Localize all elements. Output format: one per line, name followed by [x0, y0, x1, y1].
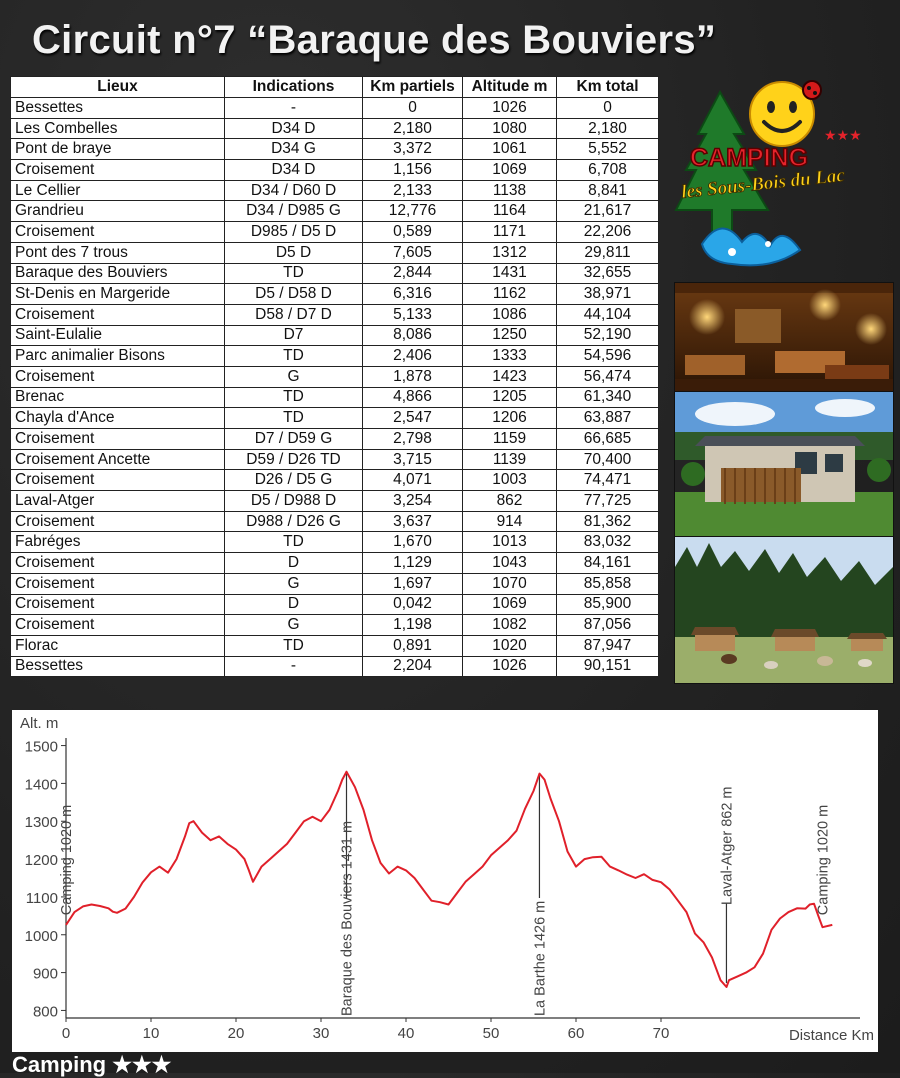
- cell-indications: D5 / D988 D: [225, 491, 363, 512]
- cell-altitude: 1250: [463, 325, 557, 346]
- page-title: Circuit n°7 “Baraque des Bouviers”: [32, 18, 717, 62]
- cell-indications: TD: [225, 387, 363, 408]
- cell-altitude: 1026: [463, 656, 557, 677]
- cell-indications: D59 / D26 TD: [225, 449, 363, 470]
- cell-km-total: 83,032: [557, 532, 659, 553]
- table-row: [11, 470, 659, 491]
- route-table: [10, 76, 659, 677]
- elevation-chart-svg: [12, 710, 878, 1052]
- table-row: [11, 635, 659, 656]
- cell-altitude: 1206: [463, 408, 557, 429]
- cell-lieux: Croisement: [11, 222, 225, 243]
- cell-km-partiels: 3,254: [363, 491, 463, 512]
- cell-km-total: 85,900: [557, 594, 659, 615]
- cell-indications: D7: [225, 325, 363, 346]
- table-row: [11, 346, 659, 367]
- cell-km-total: 87,947: [557, 635, 659, 656]
- cell-altitude: 1070: [463, 573, 557, 594]
- cell-lieux: Croisement: [11, 594, 225, 615]
- cell-km-total: 81,362: [557, 511, 659, 532]
- cell-lieux: Croisement: [11, 160, 225, 181]
- cell-altitude: 1013: [463, 532, 557, 553]
- cell-km-total: 52,190: [557, 325, 659, 346]
- cell-indications: TD: [225, 532, 363, 553]
- cell-altitude: 1159: [463, 429, 557, 450]
- cell-altitude: 1069: [463, 160, 557, 181]
- cell-km-total: 63,887: [557, 408, 659, 429]
- cell-km-partiels: 12,776: [363, 201, 463, 222]
- camping-logo-graphic: [672, 74, 894, 270]
- cell-km-total: 66,685: [557, 429, 659, 450]
- table-row: [11, 656, 659, 677]
- cell-lieux: Le Cellier: [11, 180, 225, 201]
- table-row: [11, 511, 659, 532]
- cell-lieux: Pont des 7 trous: [11, 242, 225, 263]
- y-tick-label: 1400: [24, 776, 58, 794]
- cell-lieux: Chayla d'Ance: [11, 408, 225, 429]
- x-tick-label: 60: [567, 1025, 585, 1042]
- header-km-partiels: Km partiels: [363, 77, 463, 98]
- cell-altitude: 1086: [463, 304, 557, 325]
- table-row: [11, 242, 659, 263]
- table-row: [11, 449, 659, 470]
- cell-indications: D26 / D5 G: [225, 470, 363, 491]
- cell-km-partiels: 1,697: [363, 573, 463, 594]
- cell-indications: -: [225, 656, 363, 677]
- cell-indications: D34 D: [225, 118, 363, 139]
- cell-altitude: 1164: [463, 201, 557, 222]
- y-tick-label: 1500: [24, 738, 58, 756]
- cell-km-total: 0: [557, 98, 659, 119]
- mobile-home-photo: [674, 391, 894, 537]
- cell-lieux: Laval-Atger: [11, 491, 225, 512]
- annotation-label: Camping 1020 m: [59, 804, 75, 916]
- cell-indications: D5 / D58 D: [225, 284, 363, 305]
- table-row: [11, 615, 659, 636]
- cell-km-partiels: 7,605: [363, 242, 463, 263]
- cell-km-total: 38,971: [557, 284, 659, 305]
- cell-km-partiels: 1,878: [363, 366, 463, 387]
- cell-altitude: 1138: [463, 180, 557, 201]
- cell-indications: D7 / D59 G: [225, 429, 363, 450]
- table-row: [11, 139, 659, 160]
- cell-altitude: 1431: [463, 263, 557, 284]
- cell-lieux: Croisement: [11, 429, 225, 450]
- cell-lieux: Les Combelles: [11, 118, 225, 139]
- cell-indications: TD: [225, 635, 363, 656]
- cell-altitude: 862: [463, 491, 557, 512]
- cell-km-total: 54,596: [557, 346, 659, 367]
- cell-lieux: Bessettes: [11, 656, 225, 677]
- cell-km-total: 44,104: [557, 304, 659, 325]
- cell-km-partiels: 3,637: [363, 511, 463, 532]
- logo-stars: ★★★: [824, 127, 862, 143]
- table-row: [11, 222, 659, 243]
- cell-indications: TD: [225, 408, 363, 429]
- cell-altitude: 1003: [463, 470, 557, 491]
- cell-km-total: 74,471: [557, 470, 659, 491]
- water-splash-icon: [702, 228, 800, 265]
- cell-lieux: Florac: [11, 635, 225, 656]
- x-tick-label: 20: [227, 1025, 245, 1042]
- y-tick-label: 1100: [25, 889, 58, 907]
- header-indications: Indications: [225, 77, 363, 98]
- cell-lieux: Croisement: [11, 511, 225, 532]
- annotation-label: Camping 1020 m: [815, 804, 832, 916]
- cell-indications: D: [225, 594, 363, 615]
- table-row: [11, 118, 659, 139]
- cell-indications: D34 G: [225, 139, 363, 160]
- cell-km-total: 32,655: [557, 263, 659, 284]
- cell-km-total: 61,340: [557, 387, 659, 408]
- cell-km-total: 87,056: [557, 615, 659, 636]
- cell-km-total: 6,708: [557, 160, 659, 181]
- cell-altitude: 1043: [463, 553, 557, 574]
- cell-lieux: Croisement: [11, 304, 225, 325]
- cell-indications: G: [225, 573, 363, 594]
- cell-km-total: 21,617: [557, 201, 659, 222]
- table-row: [11, 201, 659, 222]
- ladybug-icon: [803, 81, 821, 99]
- cell-lieux: Brenac: [11, 387, 225, 408]
- cell-altitude: 914: [463, 511, 557, 532]
- cell-km-partiels: 1,129: [363, 553, 463, 574]
- cell-km-partiels: 3,715: [363, 449, 463, 470]
- cell-km-total: 90,151: [557, 656, 659, 677]
- table-body: [11, 98, 659, 677]
- y-axis-label: Alt. m: [20, 715, 59, 732]
- elevation-chart: [12, 710, 878, 1052]
- water-drop-icon: [765, 241, 771, 247]
- cell-indications: -: [225, 98, 363, 119]
- cell-km-total: 2,180: [557, 118, 659, 139]
- header-lieux: Lieux: [11, 77, 225, 98]
- cell-altitude: 1312: [463, 242, 557, 263]
- cell-lieux: Baraque des Bouviers: [11, 263, 225, 284]
- cell-km-partiels: 3,372: [363, 139, 463, 160]
- cell-km-partiels: 0,891: [363, 635, 463, 656]
- cell-indications: TD: [225, 346, 363, 367]
- table-row: [11, 160, 659, 181]
- table-row: [11, 304, 659, 325]
- cell-km-partiels: 2,180: [363, 118, 463, 139]
- cell-lieux: St-Denis en Margeride: [11, 284, 225, 305]
- cell-km-partiels: 6,316: [363, 284, 463, 305]
- cell-km-partiels: 4,866: [363, 387, 463, 408]
- cell-lieux: Bessettes: [11, 98, 225, 119]
- cell-km-partiels: 2,406: [363, 346, 463, 367]
- annotation-label: La Barthe 1426 m: [532, 900, 549, 1016]
- cell-km-partiels: 2,133: [363, 180, 463, 201]
- table-row: [11, 98, 659, 119]
- cell-km-partiels: 4,071: [363, 470, 463, 491]
- table-row: [11, 594, 659, 615]
- elevation-line: [66, 772, 832, 987]
- x-tick-label: 70: [652, 1025, 670, 1042]
- cell-altitude: 1423: [463, 366, 557, 387]
- cell-indications: TD: [225, 263, 363, 284]
- cell-altitude: 1080: [463, 118, 557, 139]
- x-tick-label: 50: [482, 1025, 500, 1042]
- header-km-total: Km total: [557, 77, 659, 98]
- restaurant-photo: [674, 282, 894, 392]
- table-row: [11, 284, 659, 305]
- table-row: [11, 429, 659, 450]
- cell-indications: D34 / D985 G: [225, 201, 363, 222]
- cell-indications: D58 / D7 D: [225, 304, 363, 325]
- cell-indications: D985 / D5 D: [225, 222, 363, 243]
- table-row: [11, 325, 659, 346]
- cell-altitude: 1026: [463, 98, 557, 119]
- x-tick-label: 10: [142, 1025, 160, 1042]
- cell-indications: D34 / D60 D: [225, 180, 363, 201]
- table-row: [11, 573, 659, 594]
- cell-altitude: 1082: [463, 615, 557, 636]
- cell-lieux: Croisement: [11, 615, 225, 636]
- cell-indications: D5 D: [225, 242, 363, 263]
- cell-lieux: Croisement: [11, 573, 225, 594]
- table-row: [11, 180, 659, 201]
- cell-lieux: Pont de braye: [11, 139, 225, 160]
- cell-km-total: 56,474: [557, 366, 659, 387]
- y-tick-label: 1000: [24, 927, 58, 945]
- table-header-row: [11, 77, 659, 98]
- cell-indications: D34 D: [225, 160, 363, 181]
- cell-km-partiels: 1,156: [363, 160, 463, 181]
- cell-lieux: Saint-Eulalie: [11, 325, 225, 346]
- table-row: [11, 263, 659, 284]
- table-row: [11, 387, 659, 408]
- annotation-label: Baraque des Bouviers 1431 m: [339, 820, 356, 1016]
- cell-km-partiels: 0,589: [363, 222, 463, 243]
- cell-indications: G: [225, 615, 363, 636]
- footer-text: Camping ★★★: [12, 1052, 172, 1077]
- table-row: [11, 491, 659, 512]
- cell-altitude: 1162: [463, 284, 557, 305]
- cell-km-partiels: 0,042: [363, 594, 463, 615]
- cell-altitude: 1171: [463, 222, 557, 243]
- logo-subtitle-text: les Sous-Bois du Lac: [680, 164, 846, 203]
- cell-lieux: Fabréges: [11, 532, 225, 553]
- table-row: [11, 553, 659, 574]
- logo-camping-text: CAMPING: [690, 144, 809, 172]
- table-row: [11, 408, 659, 429]
- cell-km-partiels: 1,670: [363, 532, 463, 553]
- cell-km-total: 77,725: [557, 491, 659, 512]
- cell-km-partiels: 2,204: [363, 656, 463, 677]
- table-row: [11, 366, 659, 387]
- annotation-label: Laval-Atger 862 m: [719, 786, 736, 905]
- cell-altitude: 1333: [463, 346, 557, 367]
- x-tick-label: 0: [61, 1025, 71, 1042]
- cell-altitude: 1020: [463, 635, 557, 656]
- cell-km-partiels: 1,198: [363, 615, 463, 636]
- x-tick-label: 30: [312, 1025, 330, 1042]
- cell-lieux: Parc animalier Bisons: [11, 346, 225, 367]
- cell-km-total: 70,400: [557, 449, 659, 470]
- chalets-photo: [674, 536, 894, 684]
- cell-km-partiels: 5,133: [363, 304, 463, 325]
- cell-lieux: Croisement: [11, 470, 225, 491]
- cell-lieux: Grandrieu: [11, 201, 225, 222]
- cell-km-partiels: 2,798: [363, 429, 463, 450]
- cell-altitude: 1139: [463, 449, 557, 470]
- y-tick-label: 800: [32, 1003, 58, 1021]
- cell-km-partiels: 0: [363, 98, 463, 119]
- x-axis-label: Distance Km: [788, 1027, 874, 1044]
- camping-logo: [672, 74, 894, 270]
- cell-indications: G: [225, 366, 363, 387]
- cell-km-total: 84,161: [557, 553, 659, 574]
- y-tick-label: 900: [32, 965, 58, 983]
- table-row: [11, 532, 659, 553]
- cell-lieux: Croisement: [11, 366, 225, 387]
- water-drop-icon: [728, 248, 736, 256]
- cell-altitude: 1061: [463, 139, 557, 160]
- cell-km-total: 29,811: [557, 242, 659, 263]
- cell-km-total: 8,841: [557, 180, 659, 201]
- cell-km-total: 22,206: [557, 222, 659, 243]
- cell-altitude: 1205: [463, 387, 557, 408]
- cell-km-partiels: 2,547: [363, 408, 463, 429]
- header-altitude: Altitude m: [463, 77, 557, 98]
- cell-altitude: 1069: [463, 594, 557, 615]
- x-tick-label: 40: [397, 1025, 415, 1042]
- cell-indications: D988 / D26 G: [225, 511, 363, 532]
- cell-km-total: 85,858: [557, 573, 659, 594]
- y-tick-label: 1300: [24, 814, 58, 832]
- y-tick-label: 1200: [24, 852, 58, 870]
- cell-lieux: Croisement Ancette: [11, 449, 225, 470]
- cell-km-partiels: 8,086: [363, 325, 463, 346]
- cell-km-partiels: 2,844: [363, 263, 463, 284]
- cell-km-total: 5,552: [557, 139, 659, 160]
- cell-indications: D: [225, 553, 363, 574]
- cell-lieux: Croisement: [11, 553, 225, 574]
